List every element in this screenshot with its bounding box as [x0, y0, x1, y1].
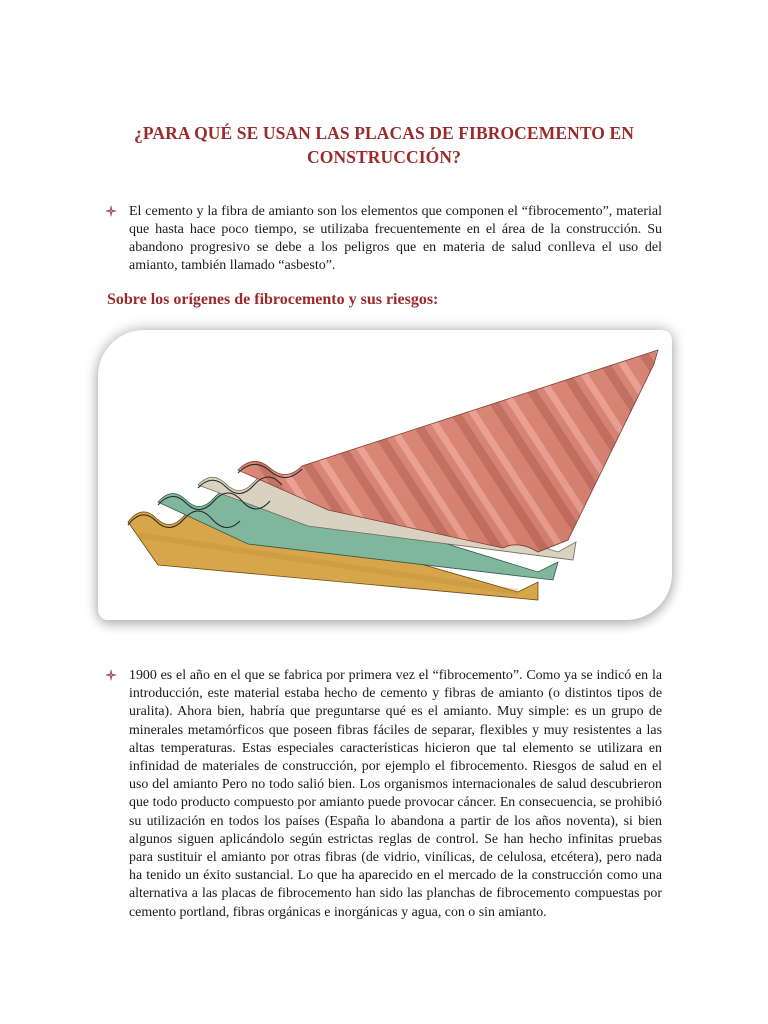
diamond-bullet-icon [105, 669, 117, 681]
history-paragraph [129, 667, 662, 922]
intro-text: El cemento y la fibra de amianto son los elementos que componen el “fibrocemento”, material que hasta hace poco tiempo, se utilizaba frecuentemente en el área de la construcción. Su abandono progresivo se debe a los peligros que en materia de salud conlleva el uso del amianto, también llamado “asbesto”. [129, 204, 662, 274]
section-subheading: Sobre los orígenes de fibrocemento y sus riesgos: [107, 291, 439, 308]
diamond-bullet-icon [105, 205, 117, 217]
history-text: 1900 es el año en el que se fabrica por primera vez el “fibrocemento”. Como ya se indicó en la introducción, este material estaba hecho de cemento y fibras de amianto (o distintos tipos de uralita). Ahora bien, habría que preguntarse qué es el amianto. Muy simple: es un grupo de minerales metamórficos que poseen fibras fáciles de separar, flexibles y muy resistentes a las altas temperaturas. Estas especiales características hicieron que tal elemento se utilizara en infinidad de materiales de construcción, por ejemplo el fibrocemento. Riesgos de salud en el uso del amianto Pero no todo salió bien. Los organismos internacionales de salud descubrieron que todo producto compuesto por amianto puede provocar cáncer. En consecuencia, se prohibió su utilización en todos los países (España lo abandona a partir de los años noventa), si bien algunos siguen aplicándolo según estrictas reglas de control. Se han hecho infinitas pruebas para sustituir el amianto por otras fibras (de vidrio, vinílicas, de celulosa, etcétera), pero nada ha tenido un éxito sustancial. Lo que ha aparecido en el mercado de la construcción como una alternativa a las placas de fibrocemento han sido las planchas de fibrocemento compuestas por cemento portland, fibras orgánicas e inorgánicas y agua, con o sin amianto. [129, 668, 662, 920]
intro-paragraph [129, 203, 662, 275]
fibrocement-sheets-photo [98, 330, 672, 620]
corrugated-sheets-illustration [98, 330, 672, 620]
page-title: ¿PARA QUÉ SE USAN LAS PLACAS DE FIBROCEMENTO EN CONSTRUCCIÓN? [134, 123, 634, 167]
